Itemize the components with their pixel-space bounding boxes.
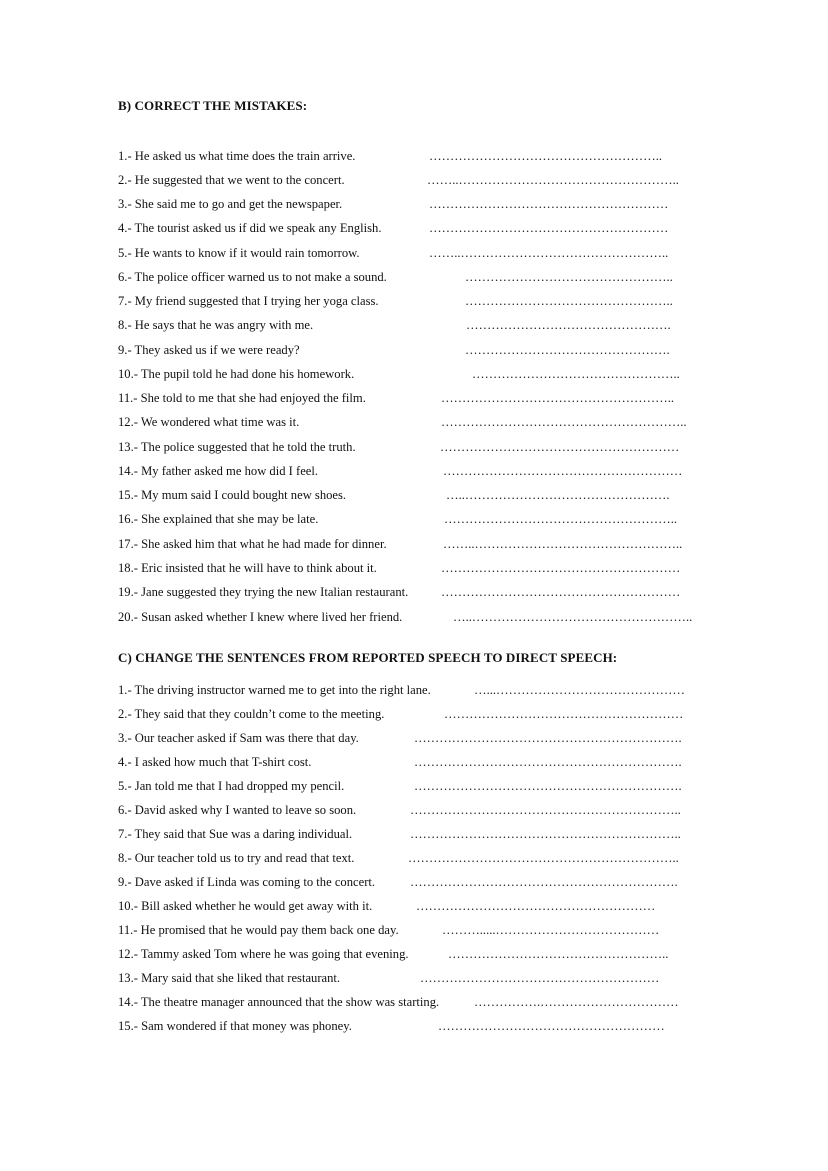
direct-speech-answer-line: ……….....………………………………… (442, 923, 660, 937)
direct-speech-item-text: 6.- David asked why I wanted to leave so soon. (118, 803, 357, 817)
direct-speech-answer-line: …………………………………………….. (448, 947, 669, 961)
mistake-answer-line: …………………………………………. (465, 343, 670, 357)
direct-speech-answer-line: …...……………………………………… (474, 683, 685, 697)
direct-speech-item-text: 4.- I asked how much that T-shirt cost. (118, 755, 312, 769)
mistake-item-text: 10.- The pupil told he had done his homework. (118, 367, 355, 381)
mistake-item-text: 6.- The police officer warned us to not make a sound. (118, 270, 387, 284)
mistake-answer-line: ………………………………………………… (443, 464, 683, 478)
direct-speech-item-text: 15.- Sam wondered if that money was phoney. (118, 1019, 352, 1033)
mistake-answer-line: ……..………………………………………….. (443, 537, 683, 551)
mistake-answer-line: ………………………………………………….. (441, 415, 687, 429)
direct-speech-answer-line: ………………………………………………………. (414, 779, 682, 793)
mistake-item-text: 8.- He says that he was angry with me. (118, 318, 314, 332)
mistake-answer-line: ………………………………………………… (441, 585, 681, 599)
direct-speech-item-text: 11.- He promised that he would pay them back one day. (118, 923, 399, 937)
mistake-answer-line: ………………………………………………… (429, 221, 669, 235)
mistake-item-text: 5.- He wants to know if it would rain tomorrow. (118, 246, 360, 260)
direct-speech-item-text: 9.- Dave asked if Linda was coming to the concert. (118, 875, 376, 889)
direct-speech-answer-line: ……………………………………………… (438, 1019, 665, 1033)
mistake-answer-line: …………………………………………. (466, 318, 671, 332)
direct-speech-answer-line: ………………………………………………………. (414, 731, 682, 745)
direct-speech-answer-line: ………………………………………………… (444, 707, 684, 721)
mistake-item-text: 19.- Jane suggested they trying the new Italian restaurant. (118, 585, 409, 599)
direct-speech-answer-line: ………………………………………………… (420, 971, 660, 985)
direct-speech-answer-line: ………………………………………………… (416, 899, 656, 913)
direct-speech-item-text: 8.- Our teacher told us to try and read that text. (118, 851, 355, 865)
mistake-item-text: 20.- Susan asked whether I knew where lived her friend. (118, 610, 403, 624)
mistake-answer-line: ……..…………………………………………….. (427, 173, 679, 187)
mistake-answer-line: ………………………………………………… (441, 561, 681, 575)
mistake-answer-line: ……..………………………………………….. (429, 246, 669, 260)
direct-speech-item-text: 2.- They said that they couldn’t come to the meeting. (118, 707, 385, 721)
mistake-answer-line: ………………………………………….. (465, 270, 673, 284)
section-c-heading: C) CHANGE THE SENTENCES FROM REPORTED SPEECH TO DIRECT SPEECH: (118, 650, 618, 665)
mistake-answer-line: …..…………………………………………….. (453, 610, 693, 624)
mistake-answer-line: …..…………………………………………. (446, 488, 670, 502)
section-b-heading: B) CORRECT THE MISTAKES: (118, 98, 308, 113)
direct-speech-item-text: 14.- The theatre manager announced that the show was starting. (118, 995, 440, 1009)
mistake-item-text: 15.- My mum said I could bought new shoes. (118, 488, 347, 502)
direct-speech-answer-line: ………………………………………………………. (414, 755, 682, 769)
direct-speech-answer-line: ……………………………………………………….. (408, 851, 679, 865)
mistake-item-text: 9.- They asked us if we were ready? (118, 343, 300, 357)
mistake-answer-line: ……………………………………………….. (429, 149, 662, 163)
mistake-item-text: 16.- She explained that she may be late. (118, 512, 319, 526)
direct-speech-item-text: 7.- They said that Sue was a daring individual. (118, 827, 353, 841)
mistake-item-text: 4.- The tourist asked us if did we speak any English. (118, 221, 382, 235)
direct-speech-item-text: 3.- Our teacher asked if Sam was there that day. (118, 731, 359, 745)
direct-speech-item-text: 5.- Jan told me that I had dropped my pencil. (118, 779, 345, 793)
mistake-item-text: 11.- She told to me that she had enjoyed the film. (118, 391, 366, 405)
direct-speech-answer-line: ……………………………………………………….. (410, 827, 681, 841)
mistake-item-text: 1.- He asked us what time does the train arrive. (118, 149, 356, 163)
mistake-item-text: 7.- My friend suggested that I trying her yoga class. (118, 294, 379, 308)
direct-speech-item-text: 12.- Tammy asked Tom where he was going that evening. (118, 947, 409, 961)
mistake-answer-line: ………………………………………….. (472, 367, 680, 381)
mistake-answer-line: ………………………………………….. (465, 294, 673, 308)
mistake-item-text: 3.- She said me to go and get the newspaper. (118, 197, 343, 211)
mistake-item-text: 13.- The police suggested that he told the truth. (118, 440, 356, 454)
direct-speech-answer-line: …………….…………………………… (474, 995, 679, 1009)
mistake-answer-line: ………………………………………………… (440, 440, 680, 454)
mistake-answer-line: ………………………………………………… (429, 197, 669, 211)
direct-speech-answer-line: ………………………………………………………. (410, 875, 678, 889)
mistake-answer-line: ……………………………………………….. (444, 512, 677, 526)
direct-speech-item-text: 13.- Mary said that she liked that restaurant. (118, 971, 341, 985)
mistake-item-text: 18.- Eric insisted that he will have to think about it. (118, 561, 377, 575)
mistake-answer-line: ……………………………………………….. (441, 391, 674, 405)
direct-speech-answer-line: ……………………………………………………….. (410, 803, 681, 817)
mistake-item-text: 12.- We wondered what time was it. (118, 415, 300, 429)
mistake-item-text: 14.- My father asked me how did I feel. (118, 464, 319, 478)
mistake-item-text: 17.- She asked him that what he had made for dinner. (118, 537, 387, 551)
direct-speech-item-text: 10.- Bill asked whether he would get away with it. (118, 899, 373, 913)
direct-speech-item-text: 1.- The driving instructor warned me to get into the right lane. (118, 683, 431, 697)
mistake-item-text: 2.- He suggested that we went to the concert. (118, 173, 345, 187)
